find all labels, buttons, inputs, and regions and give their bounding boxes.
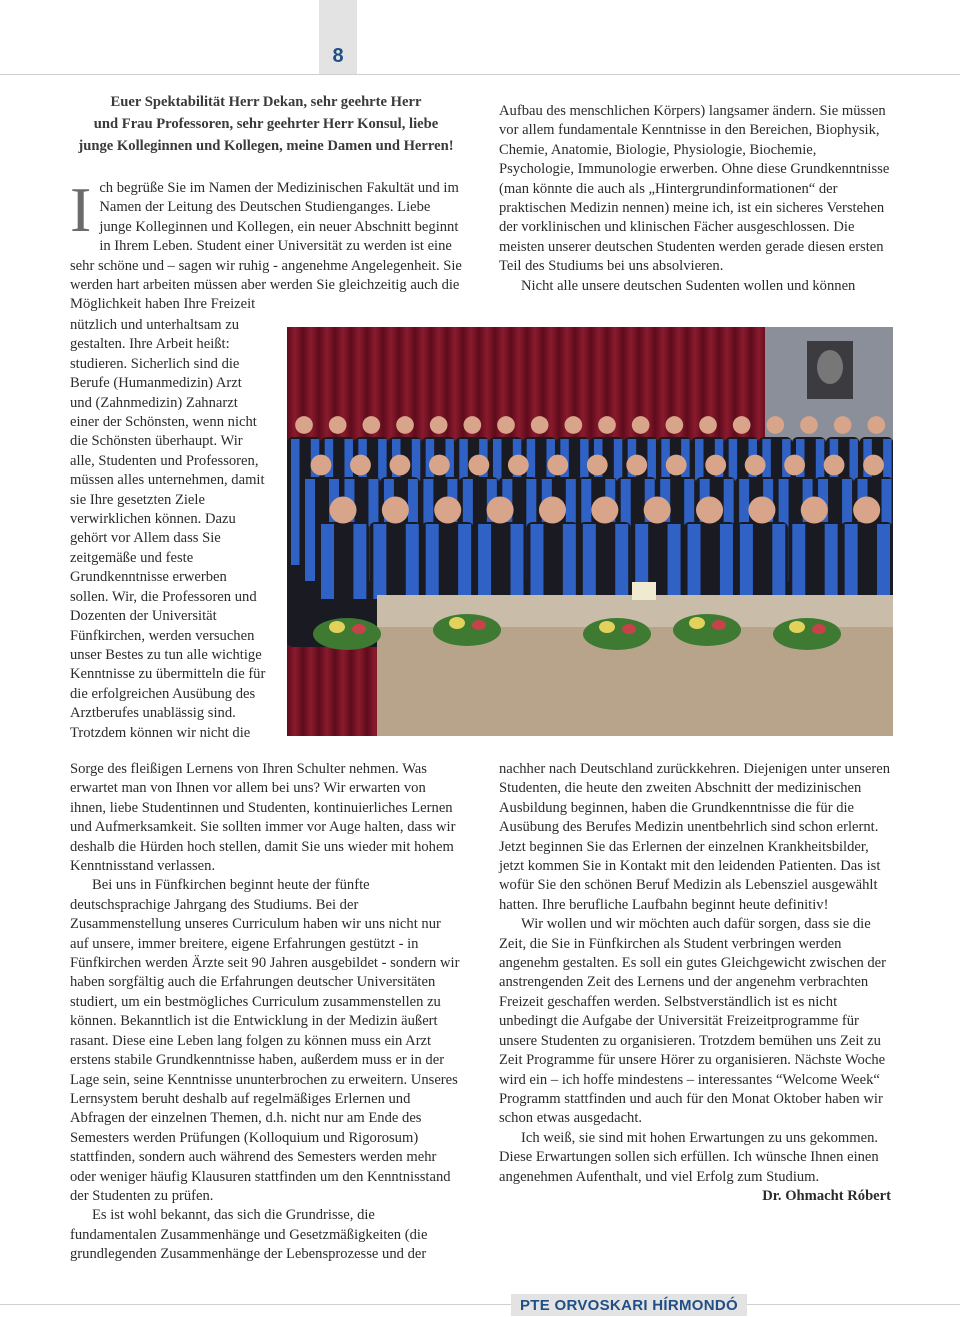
paragraph: nachher nach Deutschland zurückkehren. Diejenigen unter unseren Studenten, die heute den zweiten Abschnitt der medizinischen Ausbildung beginnen, haben die Grundkenntnisse die für die Ausübung des Berufes Medizin unentbehrlich sind schon erlernt. Jetzt beginnen Sie das Erlernen der einzelnen Krankheitsbilder, jetzt kommen Sie in Kontakt mit den leidenden Patienten. Das ist wofür Sie den schönen Beruf Medizin als Lebensziel ausgewählt hatten. Ihre berufliche Laufbahn beginnt heute definitiv! bbox=[499, 761, 891, 913]
person-head bbox=[626, 455, 647, 476]
left-lower-block bbox=[70, 760, 462, 1265]
person-head bbox=[824, 455, 845, 476]
person-stole bbox=[478, 524, 491, 599]
person-head bbox=[430, 416, 448, 434]
person-head bbox=[539, 496, 566, 523]
plant-flower bbox=[472, 620, 486, 630]
person-head bbox=[564, 416, 582, 434]
person-stole bbox=[720, 524, 733, 599]
person-stole bbox=[291, 439, 300, 565]
person-head bbox=[350, 455, 371, 476]
person-head bbox=[644, 496, 671, 523]
person-stole bbox=[530, 524, 543, 599]
lectern-paper bbox=[632, 582, 656, 600]
person-head bbox=[295, 416, 313, 434]
left-narrow-block bbox=[70, 316, 266, 743]
plant-leaves bbox=[673, 614, 741, 646]
person-stole bbox=[877, 524, 890, 599]
plant-flower bbox=[812, 624, 826, 634]
person-head bbox=[497, 416, 515, 434]
person-head bbox=[468, 455, 489, 476]
footer-rule bbox=[0, 1304, 960, 1305]
person-stole bbox=[792, 524, 805, 599]
salutation-line: junge Kolleginnen und Kollegen, meine Damen und Herren! bbox=[78, 138, 454, 154]
person-stole bbox=[305, 479, 315, 581]
plant-flower bbox=[599, 621, 615, 633]
plant-flower bbox=[689, 617, 705, 629]
person-stole bbox=[321, 524, 334, 599]
ceremony-photo-illustration bbox=[287, 327, 893, 736]
plant-leaves bbox=[433, 614, 501, 646]
person-stole bbox=[688, 524, 701, 599]
person-head bbox=[508, 455, 529, 476]
salutation-line: und Frau Professoren, sehr geehrter Herr Konsul, liebe bbox=[93, 116, 439, 132]
person-stole bbox=[583, 524, 596, 599]
person-stole bbox=[406, 524, 419, 599]
paragraph: Aufbau des menschlichen Körpers) langsamer ändern. Sie müssen vor allem fundamentale Kenntnisse in den Bereichen, Biophysik, Chemie, Anatomie, Biologie, Physiologie, Biochemie, Psychologie, Immunologie erwerben. Ohne diese Grundkenntnisse (man könnte die auch als „Hintergrundinformationen“ der praktischen Medizin nennen) meine ich, ist ein sicheres Verstehen der vorklinischen und klinischen Fächer ausgeschlossen. Die meisten unserer deutschen Studenten werden gerade diesen ersten Teil des Studiums bei uns absolvieren. bbox=[499, 103, 890, 275]
right-top-block bbox=[499, 102, 891, 296]
person-stole bbox=[426, 524, 439, 599]
person-head bbox=[696, 496, 723, 523]
publication-title: PTE ORVOSKARI HÍRMONDÓ bbox=[511, 1294, 747, 1316]
person-head bbox=[705, 455, 726, 476]
plant-leaves bbox=[313, 618, 381, 650]
person-head bbox=[853, 496, 880, 523]
paragraph: Ich weiß, sie sind mit hohen Erwartungen zu uns gekommen. Diese Erwartungen sollen sich erfüllen. Ich wünsche Ihnen einen angenehmen Aufenthalt, und viel Erfolg zum Studium. bbox=[499, 1129, 879, 1185]
plant-flower bbox=[449, 617, 465, 629]
person-head bbox=[863, 455, 884, 476]
person-head bbox=[733, 416, 751, 434]
ceremony-photo bbox=[287, 327, 893, 736]
person-stole bbox=[373, 524, 386, 599]
bust-relief bbox=[817, 350, 843, 384]
signature: Dr. Ohmacht Róbert bbox=[762, 1187, 891, 1204]
person-head bbox=[766, 416, 784, 434]
person-head bbox=[748, 496, 775, 523]
right-bottom-block bbox=[499, 760, 891, 1206]
person-head bbox=[666, 455, 687, 476]
person-stole bbox=[845, 524, 858, 599]
person-stole bbox=[458, 524, 471, 599]
person-head bbox=[396, 416, 414, 434]
paragraph: Wir wollen und wir möchten auch dafür sorgen, dass sie die Zeit, die Sie in Fünfkirchen als Student verbringen werden angenehm gestalten. Es soll ein gutes Gleichgewicht zwischen der anstrengenden Zeit des Lernens und der angenehm verbrachten Freizeit geschaffen werden. Selbstverständlich ist es nicht unbedingt die Aufgabe der Universität Freizeitprogramme für unsere Studenten zu organisieren. Trotzdem bemühen uns Zeit zu Zeit Programme für unsere Hörer zu organisieren. Nächste Woche wird ein – ich hoffe mindestens – interessantes “Welcome Week“ Programm stattfinden und auch für den Monat Oktober haben wir schon etwas ausgedacht. bbox=[499, 916, 887, 1127]
person-head bbox=[800, 416, 818, 434]
person-head bbox=[784, 455, 805, 476]
person-stole bbox=[825, 524, 838, 599]
paragraph: Es ist wohl bekannt, das sich die Grundrisse, die fundamentalen Zusammenhänge und Gesetzmäßigkeiten (die grundlegenden Zusammenhänge der Lebensprozesse und der bbox=[70, 1207, 428, 1263]
person-stole bbox=[353, 524, 366, 599]
person-head bbox=[329, 416, 347, 434]
person-head bbox=[801, 496, 828, 523]
person-head bbox=[329, 496, 356, 523]
plant-flower bbox=[712, 620, 726, 630]
plant-leaves bbox=[773, 618, 841, 650]
plant-flower bbox=[789, 621, 805, 633]
paragraph: Nicht alle unsere deutschen Sudenten wollen und können bbox=[521, 277, 856, 294]
page-number: 8 bbox=[332, 45, 344, 67]
person-head bbox=[598, 416, 616, 434]
person-head bbox=[382, 496, 409, 523]
drop-cap: I bbox=[70, 174, 92, 245]
plant-flower bbox=[352, 624, 366, 634]
person-head bbox=[665, 416, 683, 434]
salutation-line: Euer Spektabilität Herr Dekan, sehr geehrte Herr bbox=[110, 94, 422, 110]
person-stole bbox=[563, 524, 576, 599]
person-stole bbox=[615, 524, 628, 599]
person-head bbox=[547, 455, 568, 476]
plant-leaves bbox=[583, 618, 651, 650]
person-head bbox=[434, 496, 461, 523]
person-stole bbox=[510, 524, 523, 599]
person-head bbox=[745, 455, 766, 476]
left-intro-block bbox=[70, 174, 462, 315]
person-head bbox=[429, 455, 450, 476]
paragraph: Sorge des fleißigen Lernens von Ihren Schulter nehmen. Was erwartet man von Ihnen vor allem bei uns? Wir erwarten von ihnen, liebe Studentinnen und Studenten, kontinuierliches Lernen und Aufmerksamkeit. Sie sollten immer vor Auge halten, dass wir deshalb die Hürden hoch stellen, damit Sie uns wieder mit hohem Kenntnisstand verlassen. bbox=[70, 761, 456, 875]
header-rule bbox=[0, 74, 960, 75]
person-head bbox=[487, 496, 514, 523]
narrow-paragraph: nützlich und unterhaltsam zu gestalten. Ihre Arbeit heißt: studieren. Sicherlich sind die Berufe (Humanmedizin) Arzt und (Zahnmedizin) Zahnarzt einer der Schönsten, wenn nicht die Schönsten überhaupt. Wir alle, Studenten und Professoren, müssen alles unternehmen, damit sie Ihre gesetzten Ziele verwirklichen können. Dazu gehört vor Allem dass Sie zeitgemäße und feste Grundkenntnisse erwerben sollen. Wir, die Professoren und Dozenten der Universität Fünfkirchen, werden versuchen unser Bestes zu tun alle wichtige Kenntnisse zu übermitteln die für die erfolgreichen Ausübung des Arztberufes unablässig sind. Trotzdem können wir nicht die bbox=[70, 317, 266, 741]
person-head bbox=[311, 455, 332, 476]
person-head bbox=[834, 416, 852, 434]
person-head bbox=[867, 416, 885, 434]
person-head bbox=[390, 455, 411, 476]
person-head bbox=[632, 416, 650, 434]
person-head bbox=[463, 416, 481, 434]
paragraph: Bei uns in Fünfkirchen beginnt heute der fünfte deutschsprachige Jahrgang des Studiums. Bei der Zusammenstellung unseres Curriculum haben wir uns nicht nur auf unsere, immer breitere, eigene Erfahrungen gestützt - in Fünfkirchen werden Ärzte seit 90 Jahren ausgebildet - sondern wir haben sorgfältig auch die Erfahrungen deutscher Universitäten studiert, um ein bestmögliches Curriculum zusammenstellen zu können. Bekanntlich ist die Entwicklung in der Medizin äußert rasant. Diese eine Leben lang folgen zu können muss ein Arzt erstens stabile Grundkenntnisse haben, außerdem muss er in der Lage sein, seine Kenntnisse ununterbrochen zu erweitern. Unseres Lernsystem beruht deshalb auf regelmäßiges Erlernen und Abfragen der einzelnen Themen, d.h. nicht nur am Ende des Semesters werden Prüfungen (Kolloquium und Rigorosum) stattfinden, sondern auch während des Semesters werden mehr oder weniger häufig Klausuren stattfinden um den Kenntnisstand der Studenten zu prüfen. bbox=[70, 877, 460, 1204]
person-head bbox=[531, 416, 549, 434]
person-head bbox=[591, 496, 618, 523]
person-stole bbox=[740, 524, 753, 599]
person-head bbox=[699, 416, 717, 434]
intro-paragraph: ch begrüße Sie im Namen der Medizinischen Fakultät und im Namen der Leitung des Deutschen Studienganges. Liebe junge Kolleginnen und Kollegen, ein neuer Abschnitt beginnt in Ihrem Leben. Student einer Universität zu werden ist eine sehr schöne und – sagen wir ruhig - angenehme Angelegenheit. Sie werden hart arbeiten müssen aber werden Sie gleichzeitig auch die Möglichkeit haben Ihre Freizeit bbox=[70, 180, 462, 313]
person-stole bbox=[668, 524, 681, 599]
person-head bbox=[587, 455, 608, 476]
person-head bbox=[362, 416, 380, 434]
salutation bbox=[70, 91, 462, 157]
person-stole bbox=[772, 524, 785, 599]
plant-flower bbox=[622, 624, 636, 634]
plant-flower bbox=[329, 621, 345, 633]
